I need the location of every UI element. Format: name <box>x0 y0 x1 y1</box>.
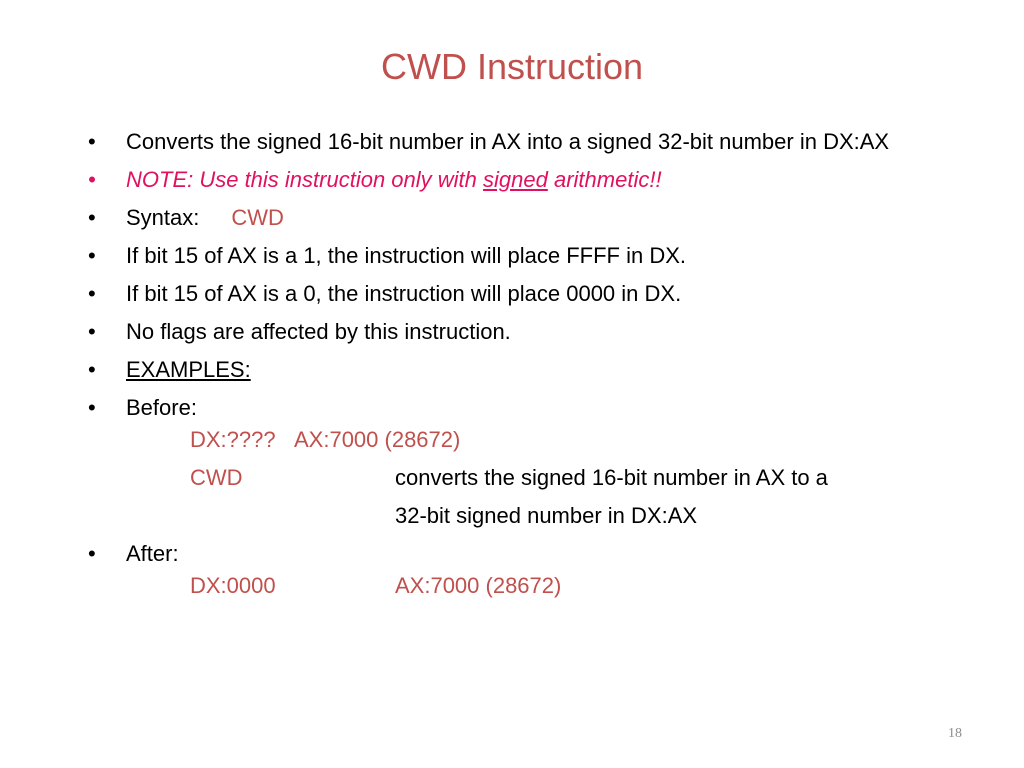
bullet-text: If bit 15 of AX is a 1, the instruction will place FFFF in DX. <box>126 243 687 268</box>
slide-content <box>88 126 948 608</box>
bullet-flags <box>88 316 948 348</box>
bullet-dot: • <box>88 319 96 344</box>
bullet-text: No flags are affected by this instruction. <box>126 319 511 344</box>
after-ax-value: AX:7000 (28672) <box>395 573 562 598</box>
bullet-dot: • <box>88 541 96 566</box>
bullet-dot: • <box>88 205 96 230</box>
bullet-after <box>88 538 948 570</box>
bullet-dot: • <box>88 281 96 306</box>
bullet-before <box>88 392 948 424</box>
before-registers <box>88 424 948 462</box>
examples-heading: EXAMPLES: <box>126 357 251 382</box>
bullet-dot: • <box>88 243 96 268</box>
after-dx-value: DX:0000 <box>190 573 276 598</box>
bullet-dot: • <box>88 129 96 154</box>
bullet-dot: • <box>88 357 96 382</box>
before-cwd-line <box>88 462 948 500</box>
slide-title: CWD Instruction <box>380 46 644 87</box>
syntax-label: Syntax: <box>126 205 200 230</box>
bullet-dot: • <box>88 167 96 192</box>
bullet-text: Converts the signed 16-bit number in AX into a signed 32-bit number in DX:AX <box>126 129 890 154</box>
after-registers <box>88 570 948 608</box>
bullet-bit15-zero <box>88 278 948 310</box>
note-text-pre: NOTE: Use this instruction only with <box>126 167 484 192</box>
bullet-syntax <box>88 202 948 234</box>
after-label: After: <box>126 541 179 566</box>
before-cwd-line-2 <box>88 500 948 538</box>
before-cwd-description-cont: 32-bit signed number in DX:AX <box>395 503 698 528</box>
bullet-text: If bit 15 of AX is a 0, the instruction will place 0000 in DX. <box>126 281 682 306</box>
syntax-command: CWD <box>231 205 284 230</box>
before-cwd-description: converts the signed 16-bit number in AX to a <box>395 465 828 490</box>
before-dx-value: DX:???? <box>190 427 276 452</box>
bullet-converts <box>88 126 948 158</box>
page-number: 18 <box>948 726 962 741</box>
note-text-signed: signed <box>483 167 548 192</box>
bullet-note <box>88 164 948 196</box>
before-cwd-command: CWD <box>190 465 243 490</box>
note-text-post: arithmetic!! <box>547 167 662 192</box>
bullet-dot: • <box>88 395 96 420</box>
before-ax-value: AX:7000 (28672) <box>294 427 461 452</box>
bullet-examples <box>88 354 948 386</box>
before-label: Before: <box>126 395 197 420</box>
bullet-bit15-one <box>88 240 948 272</box>
